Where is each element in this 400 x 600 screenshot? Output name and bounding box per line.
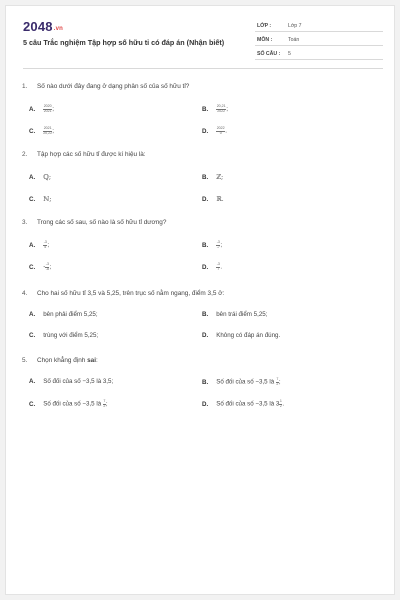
- meta-value: 5: [288, 51, 291, 57]
- logo-tld: .vn: [53, 26, 64, 32]
- option-suffix: ;: [49, 263, 52, 271]
- q4-option-d[interactable]: [202, 332, 280, 339]
- option-label: D.: [202, 400, 209, 408]
- option-value: Số đối của số −3,5 là: [43, 400, 102, 408]
- numerator: 2021: [43, 126, 52, 130]
- denominator: 0: [219, 130, 222, 135]
- meta-key: LỚP :: [257, 23, 272, 29]
- option-label: B.: [202, 378, 209, 386]
- numerator: -3: [43, 240, 47, 244]
- q1-option-a[interactable]: [29, 105, 54, 113]
- question-number: 2.: [22, 151, 28, 158]
- denominator: 20,22: [43, 130, 53, 135]
- option-label: D.: [202, 196, 209, 203]
- meta-row-subject: [255, 34, 383, 46]
- option-value: trùng với điểm 5,25;: [43, 332, 99, 339]
- fraction: [43, 105, 52, 113]
- q2-option-d[interactable]: [202, 195, 224, 203]
- meta-value: Lớp 7: [288, 23, 302, 29]
- option-label: D.: [202, 263, 209, 271]
- denominator: 5: [44, 244, 47, 249]
- meta-value: Toán: [288, 37, 300, 43]
- worksheet-title: 5 câu Trắc nghiệm Tập hợp số hữu tỉ có đáp án (Nhận biết): [23, 38, 225, 47]
- option-value: bên phải điểm 5,25;: [43, 311, 98, 318]
- q1-option-c[interactable]: [29, 127, 54, 135]
- q5-option-b[interactable]: [202, 378, 281, 386]
- numerator: 7: [276, 377, 279, 381]
- option-value: ℤ;: [216, 173, 224, 181]
- denominator: 2021: [43, 108, 52, 113]
- option-suffix: ;: [220, 241, 223, 249]
- denominator: 7: [217, 266, 220, 271]
- option-label: C.: [29, 127, 36, 135]
- question-text: [37, 357, 98, 364]
- option-label: B.: [202, 311, 209, 318]
- question-text-end: :: [96, 357, 98, 364]
- option-suffix: ;: [226, 105, 228, 113]
- numerator: 20,21: [216, 104, 226, 108]
- q3-option-a[interactable]: [29, 241, 49, 249]
- q3-option-d[interactable]: [202, 263, 222, 271]
- question-text: Cho hai số hữu tỉ 3,5 và 5,25, trên trục số nằm ngang, điểm 3,5 ở:: [37, 290, 225, 297]
- option-suffix: ;: [52, 127, 54, 135]
- option-value: ℕ;: [43, 195, 52, 203]
- option-value: Số đối của số −3,5 là 3: [216, 400, 280, 408]
- option-value: ℚ;: [43, 173, 52, 181]
- denominator: 2: [279, 403, 282, 408]
- fraction: [216, 105, 226, 113]
- q4-option-a[interactable]: [29, 311, 98, 318]
- option-suffix: .: [282, 400, 285, 408]
- option-label: A.: [29, 105, 36, 113]
- option-label: C.: [29, 332, 36, 339]
- q2-option-a[interactable]: [29, 173, 51, 181]
- numerator: 2020: [43, 104, 52, 108]
- option-value: Không có đáp án đúng.: [216, 332, 281, 339]
- meta-key: MÔN :: [257, 37, 273, 43]
- q2-option-b[interactable]: [202, 173, 223, 181]
- option-label: A.: [29, 311, 36, 318]
- q4-option-c[interactable]: [29, 332, 98, 339]
- option-label: C.: [29, 400, 36, 408]
- option-suffix: ;: [278, 378, 281, 386]
- question-text-start: Chọn khẳng định: [37, 357, 88, 364]
- question-text: Tập hợp các số hữu tỉ được kí hiệu là:: [37, 151, 146, 158]
- option-label: C.: [29, 196, 36, 203]
- option-label: B.: [202, 174, 209, 181]
- q3-option-b[interactable]: [202, 241, 222, 249]
- fraction: [43, 127, 52, 135]
- numerator: 1: [279, 399, 282, 403]
- worksheet-page: [5, 5, 395, 595]
- option-label: A.: [29, 174, 36, 181]
- meta-key: SỐ CÂU :: [257, 51, 281, 57]
- q3-option-c[interactable]: [29, 263, 51, 271]
- option-suffix: .: [220, 263, 223, 271]
- question-number: 1.: [22, 83, 28, 90]
- logo-text: 2048: [23, 19, 53, 34]
- denominator: -8: [45, 266, 49, 271]
- option-value: ℝ.: [216, 195, 224, 203]
- option-value: bên trái điểm 5,25;: [216, 311, 268, 318]
- option-label: D.: [202, 332, 209, 339]
- option-label: A.: [29, 241, 36, 249]
- option-label: D.: [202, 127, 209, 135]
- question-number: 4.: [22, 290, 28, 297]
- numerator: -3: [45, 262, 49, 266]
- denominator: 2022: [217, 108, 226, 113]
- site-logo[interactable]: [23, 19, 63, 34]
- q1-option-b[interactable]: [202, 105, 228, 113]
- fraction: [216, 127, 225, 135]
- option-suffix: ;: [47, 241, 50, 249]
- question-text-emphasis: sai: [87, 357, 96, 364]
- question-text: Trong các số sau, số nào là số hữu tỉ dương?: [37, 219, 167, 226]
- denominator: -7: [216, 244, 220, 249]
- option-value: Số đối của số −3,5 là 3,5;: [43, 378, 114, 385]
- option-prefix: -: [43, 263, 46, 271]
- question-number: 3.: [22, 219, 28, 226]
- q5-option-a[interactable]: [29, 378, 113, 385]
- meta-row-question-count: [255, 48, 383, 60]
- denominator: 2: [276, 381, 279, 386]
- denominator: 2: [103, 403, 106, 408]
- q5-option-c[interactable]: [29, 400, 108, 408]
- option-suffix: ;: [105, 400, 108, 408]
- option-label: A.: [29, 378, 36, 385]
- question-text: Số nào dưới đây đang ở dạng phân số của số hữu tỉ?: [37, 83, 190, 90]
- question-number: 5.: [22, 357, 28, 364]
- option-suffix: ;: [52, 105, 54, 113]
- numerator: -3: [216, 240, 220, 244]
- q4-option-b[interactable]: [202, 311, 267, 318]
- meta-row-grade: [255, 20, 383, 32]
- numerator: -3: [216, 262, 220, 266]
- option-suffix: .: [225, 127, 227, 135]
- option-label: B.: [202, 241, 209, 249]
- q5-option-d[interactable]: [202, 400, 284, 408]
- q1-option-d[interactable]: [202, 127, 227, 135]
- option-value: Số đối của số −3,5 là: [216, 378, 275, 386]
- option-label: B.: [202, 105, 209, 113]
- q2-option-c[interactable]: [29, 195, 51, 203]
- option-label: C.: [29, 263, 36, 271]
- numerator: 2022: [216, 126, 225, 130]
- header-divider: [23, 68, 383, 69]
- numerator: 7: [103, 399, 106, 403]
